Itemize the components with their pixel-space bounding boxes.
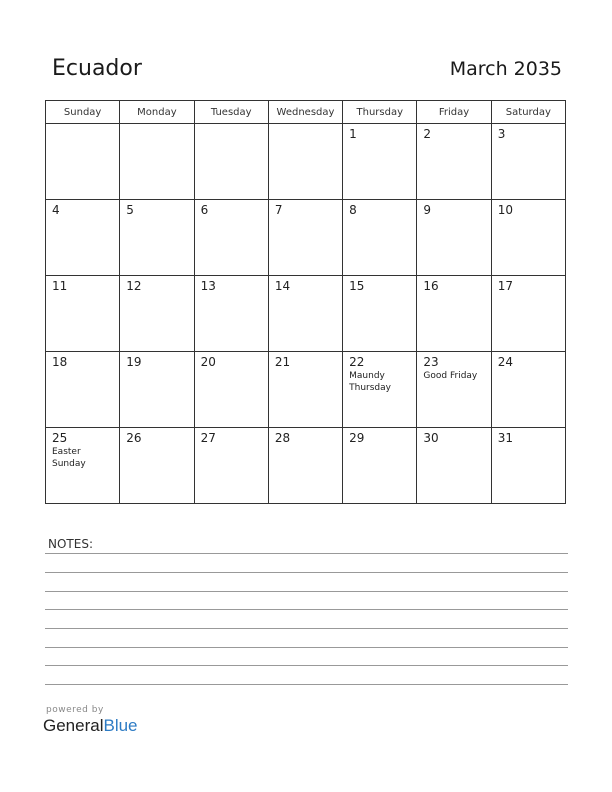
day-number: 21 bbox=[274, 355, 291, 369]
day-number: 3 bbox=[497, 127, 506, 141]
notes-label: NOTES: bbox=[48, 537, 93, 551]
day-number: 20 bbox=[200, 355, 216, 369]
day-cell bbox=[46, 124, 120, 200]
day-cell bbox=[268, 124, 342, 200]
day-number: 26 bbox=[126, 431, 142, 445]
day-number: 8 bbox=[349, 203, 357, 217]
weekday-friday: Friday bbox=[417, 101, 491, 124]
day-cell bbox=[120, 124, 194, 200]
day-cell bbox=[417, 352, 491, 428]
day-number: 31 bbox=[497, 431, 513, 445]
weekday-thursday: Thursday bbox=[343, 101, 417, 124]
notes-line bbox=[45, 665, 568, 666]
day-cell bbox=[268, 428, 342, 504]
month-year-title: March 2035 bbox=[449, 58, 562, 80]
day-number: 2 bbox=[423, 127, 432, 141]
week-row bbox=[46, 200, 566, 276]
day-cell bbox=[194, 276, 268, 352]
week-row bbox=[46, 428, 566, 504]
day-number: 11 bbox=[52, 279, 68, 293]
day-cell bbox=[268, 352, 342, 428]
weekday-header-row bbox=[46, 101, 566, 124]
day-cell bbox=[491, 124, 565, 200]
day-cell bbox=[268, 200, 342, 276]
day-cell bbox=[491, 428, 565, 504]
day-cell bbox=[120, 428, 194, 504]
holiday-label: Good Friday bbox=[423, 371, 478, 381]
day-cell bbox=[46, 428, 120, 504]
day-number: 27 bbox=[200, 431, 216, 445]
holiday-label: Easter Sunday bbox=[52, 447, 86, 469]
holiday-label: Maundy Thursday bbox=[349, 371, 391, 393]
brand-general: General bbox=[43, 716, 104, 735]
day-number: 29 bbox=[349, 431, 365, 445]
day-number: 25 bbox=[52, 431, 68, 445]
day-number: 10 bbox=[497, 203, 513, 217]
day-number: 4 bbox=[52, 203, 60, 217]
day-cell bbox=[343, 124, 417, 200]
day-cell bbox=[417, 200, 491, 276]
day-cell bbox=[194, 352, 268, 428]
day-number: 9 bbox=[423, 203, 432, 217]
day-cell bbox=[120, 352, 194, 428]
notes-line bbox=[45, 591, 568, 592]
day-number: 14 bbox=[274, 279, 291, 293]
country-title: Ecuador bbox=[52, 56, 142, 81]
day-cell bbox=[491, 200, 565, 276]
brand-blue: Blue bbox=[103, 716, 138, 735]
day-cell bbox=[343, 200, 417, 276]
weekday-sunday: Sunday bbox=[46, 101, 120, 124]
week-row bbox=[46, 124, 566, 200]
day-number: 12 bbox=[126, 279, 142, 293]
generalblue-logo bbox=[43, 716, 138, 736]
day-cell bbox=[343, 352, 417, 428]
notes-line bbox=[45, 553, 568, 554]
day-cell bbox=[46, 352, 120, 428]
powered-by-text: powered by bbox=[46, 705, 104, 715]
day-number: 7 bbox=[274, 203, 283, 217]
day-cell bbox=[120, 276, 194, 352]
day-number: 6 bbox=[200, 203, 209, 217]
notes-line bbox=[45, 647, 568, 648]
day-cell bbox=[417, 428, 491, 504]
day-cell bbox=[194, 200, 268, 276]
notes-line bbox=[45, 684, 568, 685]
day-number: 28 bbox=[274, 431, 291, 445]
day-number: 19 bbox=[126, 355, 142, 369]
day-number: 5 bbox=[126, 203, 134, 217]
day-cell bbox=[194, 428, 268, 504]
day-cell bbox=[46, 200, 120, 276]
day-number: 17 bbox=[497, 279, 513, 293]
day-cell bbox=[46, 276, 120, 352]
day-number: 22 bbox=[349, 355, 365, 369]
day-number: 1 bbox=[349, 127, 357, 141]
day-number: 30 bbox=[423, 431, 439, 445]
notes-line bbox=[45, 628, 568, 629]
day-cell bbox=[491, 352, 565, 428]
weekday-wednesday: Wednesday bbox=[268, 101, 342, 124]
day-cell bbox=[417, 124, 491, 200]
day-number: 16 bbox=[423, 279, 439, 293]
weekday-saturday: Saturday bbox=[491, 101, 565, 124]
notes-line bbox=[45, 609, 568, 610]
day-cell bbox=[343, 428, 417, 504]
day-cell bbox=[194, 124, 268, 200]
week-row bbox=[46, 276, 566, 352]
day-number: 24 bbox=[497, 355, 513, 369]
day-cell bbox=[120, 200, 194, 276]
calendar-grid bbox=[45, 100, 566, 504]
notes-line bbox=[45, 572, 568, 573]
weekday-tuesday: Tuesday bbox=[194, 101, 268, 124]
day-cell bbox=[268, 276, 342, 352]
day-number: 15 bbox=[349, 279, 365, 293]
day-cell bbox=[343, 276, 417, 352]
day-number: 18 bbox=[52, 355, 68, 369]
weekday-monday: Monday bbox=[120, 101, 194, 124]
day-number: 23 bbox=[423, 355, 439, 369]
day-cell bbox=[491, 276, 565, 352]
day-cell bbox=[417, 276, 491, 352]
week-row bbox=[46, 352, 566, 428]
day-number: 13 bbox=[200, 279, 216, 293]
